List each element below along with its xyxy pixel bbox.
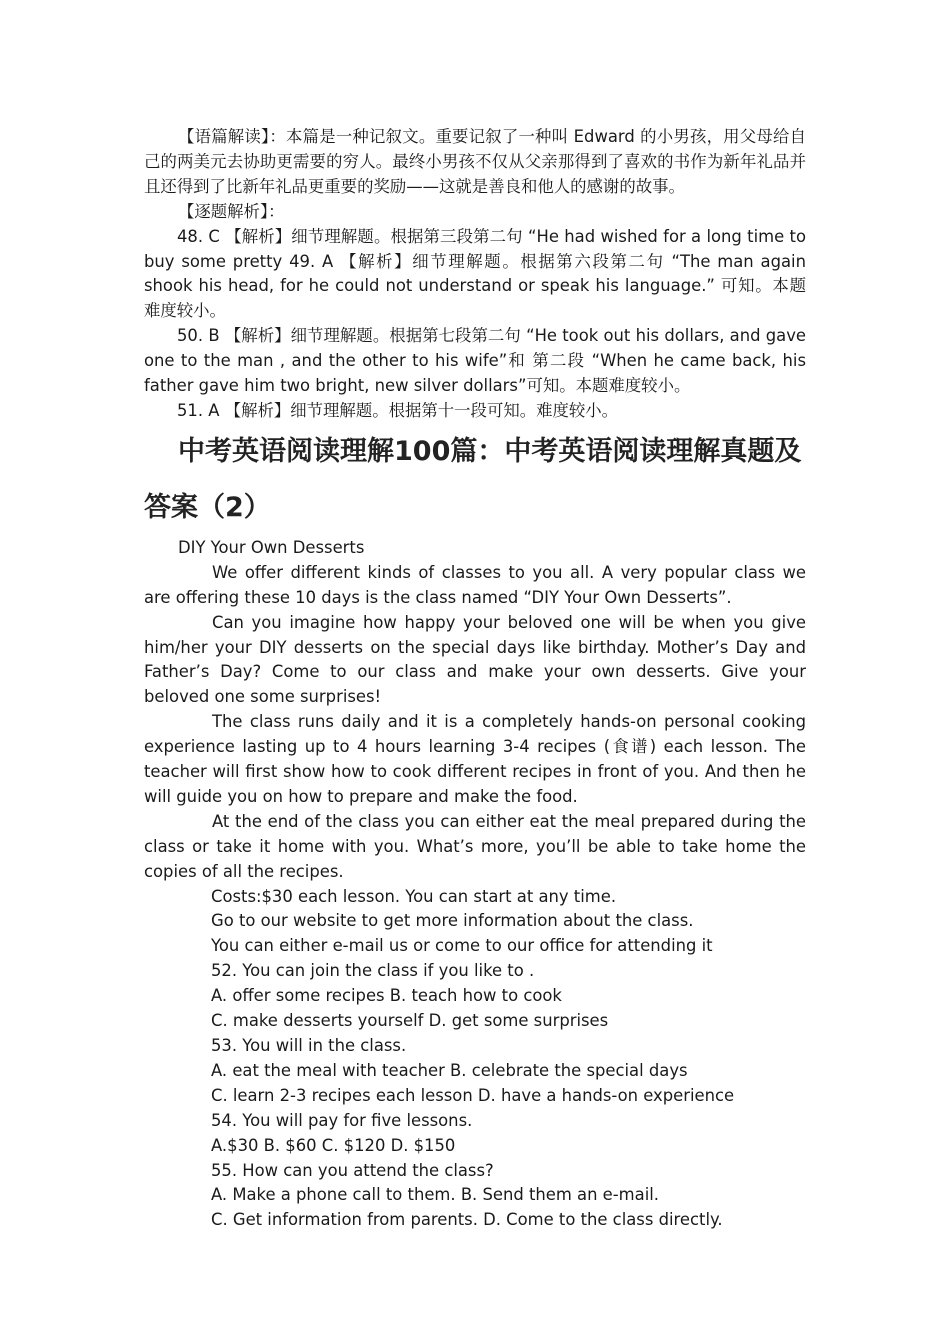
question-55-options: C. Get information from parents. D. Come to the class directly. [211, 1210, 723, 1230]
question-54-options: A.$30 B. $60 C. $120 D. $150 [211, 1135, 456, 1155]
passage-note-website: Go to our website to get more information about the class. [211, 911, 694, 931]
question-52-stem: 52. You can join the class if you like to . [211, 961, 535, 981]
question-54-stem: 54. You will pay for five lessons. [211, 1110, 473, 1130]
passage-paragraph: At the end of the class you can either eat the meal prepared during the class or take it home with you. What’s more, you’ll be able to take home the copies of all the recipes. [144, 811, 806, 881]
answer-analysis-51: 51. A 【解析】细节理解题。根据第十一段可知。难度较小。 [177, 400, 619, 420]
question-53-options: C. learn 2-3 recipes each lesson D. have a hands-on experience [211, 1085, 735, 1105]
passage-note-attend: You can either e-mail us or come to our office for attending it [211, 936, 713, 956]
section-title: 中考英语阅读理解100篇：中考英语阅读理解真题及答案（2） [144, 435, 802, 523]
question-53-options: A. eat the meal with teacher B. celebrate the special days [211, 1060, 688, 1080]
question-52-options: A. offer some recipes B. teach how to cook [211, 986, 562, 1006]
question-analysis-heading: 【逐题解析】： [178, 201, 285, 221]
passage-note-costs: Costs:$30 each lesson. You can start at any time. [211, 886, 617, 906]
answer-analysis-48-49: 48. C 【解析】细节理解题。根据第三段第二句 “He had wished for a long time to buy some pretty 49. A 【解析】细节理解题。根据第六段第二句 “The man again shook his head, for he could not understand or speak his language.” 可知。本题难度较小。 [144, 226, 806, 321]
passage-title: DIY Your Own Desserts [178, 537, 365, 557]
question-55-stem: 55. How can you attend the class? [211, 1160, 494, 1180]
document-page [144, 125, 806, 1233]
answer-analysis-50: 50. B 【解析】细节理解题。根据第七段第二句 “He took out his dollars, and gave one to the man , and the other to his wife”和 第二段 “When he came back, his father gave him two bright, new silver dollars”可知。本题难度较小。 [144, 326, 806, 396]
reading-analysis-paragraph: 【语篇解读】：本篇是一种记叙文。重要记叙了一种叫 Edward 的小男孩，用父母给自己的两美元去协助更需要的穷人。最终小男孩不仅从父亲那得到了喜欢的书作为新年礼品并且还得到了比新年礼品更重要的奖励——这就是善良和他人的感谢的故事。 [144, 127, 806, 196]
question-53-stem: 53. You will in the class. [211, 1036, 407, 1055]
passage-paragraph: We offer different kinds of classes to you all. A very popular class we are offering these 10 days is the class named “DIY Your Own Desserts”. [144, 562, 806, 607]
question-55-options: A. Make a phone call to them. B. Send them an e-mail. [211, 1185, 660, 1205]
passage-paragraph: The class runs daily and it is a completely hands-on personal cooking experience lasting up to 4 hours learning 3-4 recipes (食谱) each lesson. The teacher will first show how to cook different recipes in front of you. And then he will guide you on how to prepare and make the food. [144, 712, 806, 806]
passage-paragraph: Can you imagine how happy your beloved one will be when you give him/her your DIY desserts on the special days like birthday. Mother’s Day and Father’s Day? Come to our class and make your own desserts. Give your beloved one some surprises! [144, 612, 806, 707]
question-52-options: C. make desserts yourself D. get some surprises [211, 1011, 609, 1031]
